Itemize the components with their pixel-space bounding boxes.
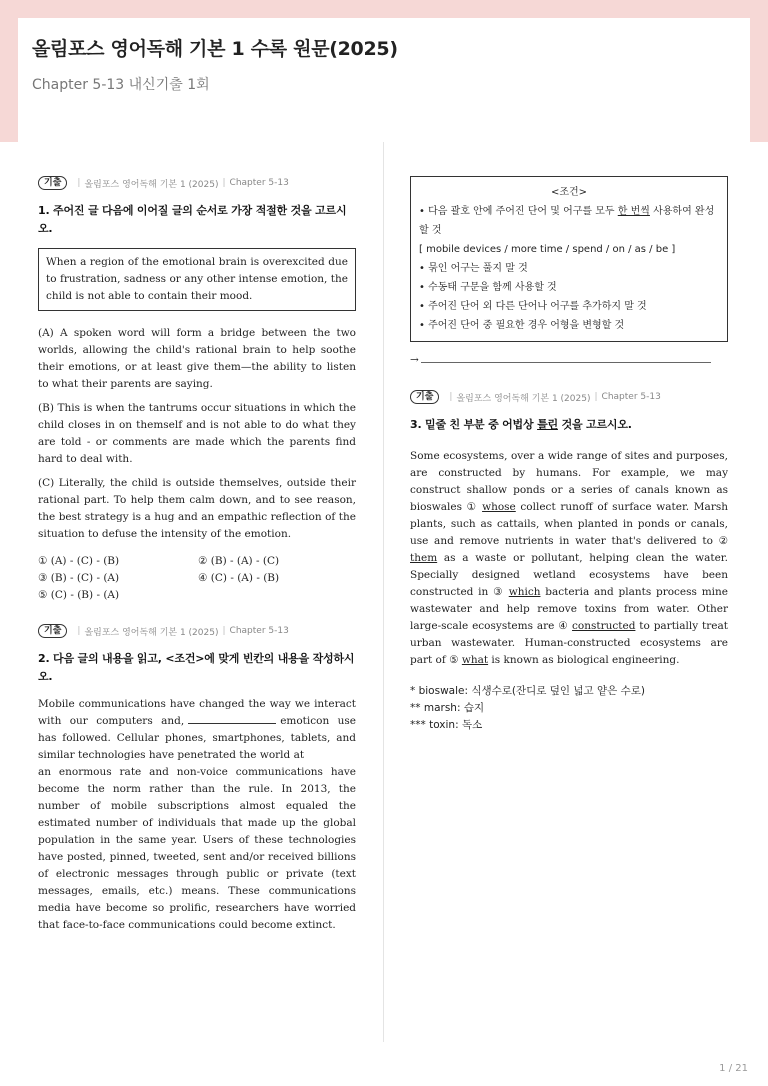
underlined-word-4: constructed xyxy=(572,620,636,632)
footnotes xyxy=(410,683,728,734)
condition-3: • 수동태 구문을 함께 사용할 것 xyxy=(419,282,557,293)
underlined-word-3: which xyxy=(508,586,541,598)
question-2-title: 2. 다음 글의 내용을 읽고, <조건>에 맞게 빈칸의 내용을 작성하시오. xyxy=(38,652,355,683)
choice-3[interactable]: ③ (B) - (C) - (A) xyxy=(38,572,120,584)
answer-line[interactable] xyxy=(410,354,728,366)
question-2-passage: Mobile communications have changed the way we interact with our computers and, emoticon use has followed. Cellular phones, smartphones, tablets, and similar technologies have penetrated the world at an enormous rate and non-voice communications have become the norm rather than the rule. In 2013, the number of mobile subscriptions almost equaled the estimated number of individuals that made up the global population in the same year. Users of these technologies have posted, pinned, tweeted, sent and/or received billions of electronic messages through public or private (text messages, emails, etc.) means. These communications media have become so prolific, researchers have worried that face-to-face communications could become extinct. xyxy=(38,698,356,931)
exam-tag: 기출 xyxy=(38,624,67,638)
question-3-meta: 기출 | 올림포스 영어독해 기본 1 (2025) | Chapter 5-13 xyxy=(410,390,728,404)
conditions-title: <조건> xyxy=(550,187,588,198)
underlined-word-5: what xyxy=(461,654,489,666)
document-title: 올림포스 영어독해 기본 1 수록 원문(2025) xyxy=(32,38,398,60)
underlined-word-2: them xyxy=(410,552,438,564)
document-subtitle: Chapter 5-13 내신기출 1회 xyxy=(32,77,210,93)
question-1-paragraph-b: (B) This is when the tantrums occur situations in which the child closes in on themself and is not able to do what they are told - or comments are made which the parents find hard to deal with. xyxy=(38,402,356,465)
condition-4: • 주어진 단어 외 다른 단어나 어구를 추가하지 말 것 xyxy=(419,301,647,312)
footnote-3: *** toxin: 독소 xyxy=(410,719,483,731)
source-label: 올림포스 영어독해 기본 1 (2025) xyxy=(84,179,219,190)
footnote-2: ** marsh: 습지 xyxy=(410,702,485,714)
answer-blank[interactable] xyxy=(188,714,276,724)
left-column xyxy=(38,176,356,934)
underlined-word-1: whose xyxy=(482,501,516,513)
right-column xyxy=(410,176,728,734)
condition-5: • 주어진 단어 중 필요한 경우 어형을 변형할 것 xyxy=(419,320,625,331)
source-label: 올림포스 영어독해 기본 1 (2025) xyxy=(456,393,591,404)
question-3-title: 3. 밑줄 친 부분 중 어법상 틀린 것을 고르시오. xyxy=(410,418,632,431)
conditions-box xyxy=(410,176,728,342)
choice-2[interactable]: ② (B) - (A) - (C) xyxy=(198,555,280,567)
question-1-paragraph-a: (A) A spoken word will form a bridge between the two worlds, allowing the child's rational brain to help soothe their emotions, or at least give them—the ability to listen to what their parents are saying. xyxy=(38,327,356,390)
source-label: 올림포스 영어독해 기본 1 (2025) xyxy=(84,627,219,638)
exam-tag: 기출 xyxy=(38,176,67,190)
question-1-given-text: When a region of the emotional brain is overexcited due to frustration, sadness or any other intense emotion, the child is not able to contain their mood. xyxy=(38,248,356,311)
column-divider xyxy=(383,142,384,1042)
condition-1: • 다음 괄호 안에 주어진 단어 및 어구를 모두 한 번씩 사용하여 완성할 것 xyxy=(419,206,715,236)
footnote-1: * bioswale: 식생수로(잔디로 덮인 넓고 얕은 수로) xyxy=(410,685,646,697)
word-bank: [ mobile devices / more time / spend / on / as / be ] xyxy=(419,244,676,255)
choice-1[interactable]: ① (A) - (C) - (B) xyxy=(38,555,120,567)
arrow-icon: → xyxy=(410,354,419,366)
choice-4[interactable]: ④ (C) - (A) - (B) xyxy=(198,572,280,584)
question-1-choices xyxy=(38,553,356,604)
question-2-meta: 기출 | 올림포스 영어독해 기본 1 (2025) | Chapter 5-13 xyxy=(38,624,356,638)
question-1-paragraph-c: (C) Literally, the child is outside themselves, outside their rational part. To help them calm down, and to see reason, the best strategy is a hug and an empathic reflection of the situation to defuse the intensity of the emotion. xyxy=(38,477,356,540)
choice-5[interactable]: ⑤ (C) - (B) - (A) xyxy=(38,589,120,601)
page-number: 1 / 21 xyxy=(719,1063,748,1074)
chapter-label: Chapter 5-13 xyxy=(601,392,661,402)
chapter-label: Chapter 5-13 xyxy=(229,178,289,188)
question-1-title: 1. 주어진 글 다음에 이어질 글의 순서로 가장 적절한 것을 고르시오. xyxy=(38,204,347,235)
chapter-label: Chapter 5-13 xyxy=(229,626,289,636)
condition-2: • 묶인 어구는 풀지 말 것 xyxy=(419,263,528,274)
question-1-meta: 기출 | 올림포스 영어독해 기본 1 (2025) | Chapter 5-13 xyxy=(38,176,356,190)
exam-tag: 기출 xyxy=(410,390,439,404)
question-3-passage: Some ecosystems, over a wide range of sites and purposes, are constructed by humans. For example, we may construct shallow ponds or a series of canals known as bioswales ① whose collect runoff of surface water. Marsh plants, such as cattails, when planted in ponds or canals, use and remove nutrients in water that's delivered to ② them as a waste or pollutant, helping clean the water. Specially designed wetland ecosystems have been constructed in ③ which bacteria and plants process mine wastewater and help remove toxins from water. Other large-scale ecosystems are ④ constructed to partially treat urban wastewater. Human-constructed ecosystems are part of ⑤ what is known as biological engineering. xyxy=(410,450,728,666)
